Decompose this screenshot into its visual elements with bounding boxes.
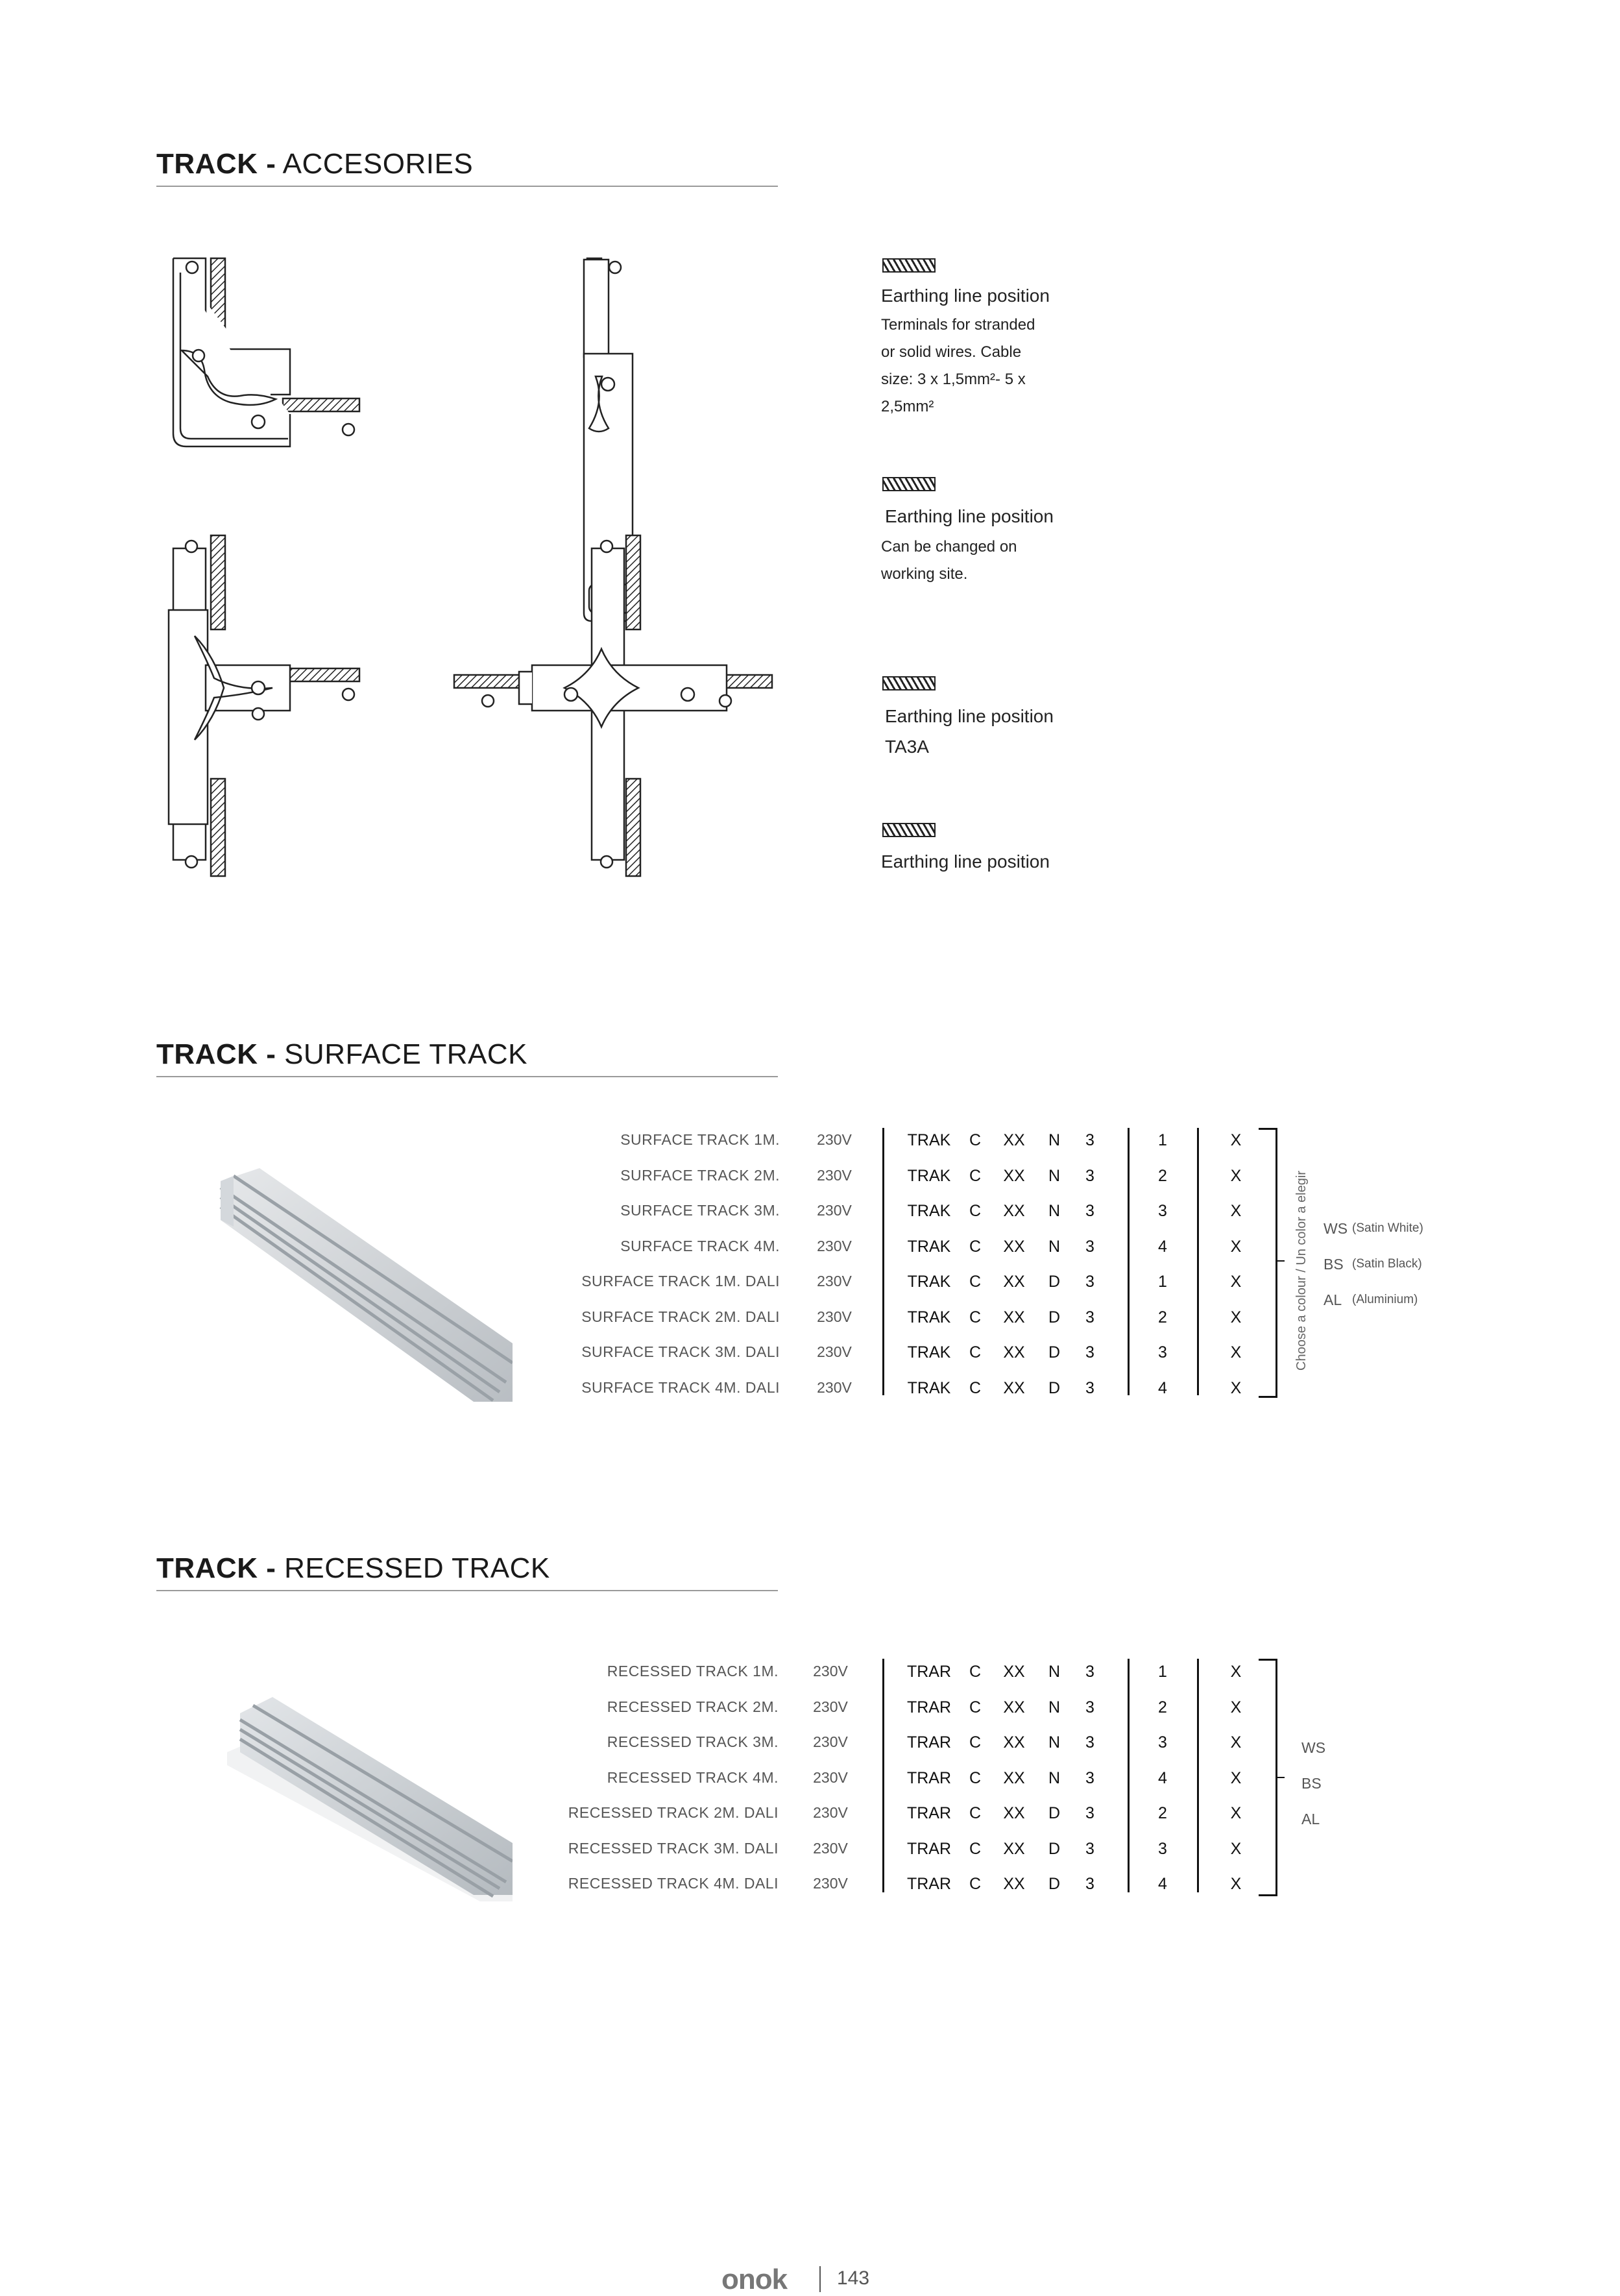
row-code-part: TRAR <box>906 1875 952 1893</box>
l-connector-drawing <box>173 258 359 446</box>
page-number: 143 <box>837 2267 870 2289</box>
row-voltage: 230V <box>817 1273 852 1289</box>
row-voltage: 230V <box>817 1202 852 1219</box>
row-code-part: TRAR <box>906 1804 952 1822</box>
brand-logo: onok <box>721 2264 788 2295</box>
row-name: RECESSED TRACK 3M. DALI <box>568 1839 779 1857</box>
row-length: 2 <box>1158 1166 1167 1185</box>
row-code-part: XX <box>1003 1237 1025 1256</box>
row-voltage: 230V <box>817 1131 852 1148</box>
row-color: X <box>1230 1378 1242 1397</box>
row-code-part: XX <box>1003 1804 1025 1822</box>
recessed-sep-3 <box>1197 1659 1199 1892</box>
row-length: 1 <box>1158 1131 1167 1149</box>
row-code-part: 3 <box>1085 1663 1094 1681</box>
row-name: RECESSED TRACK 1M. <box>607 1663 779 1679</box>
row-code-part: 3 <box>1085 1343 1094 1362</box>
row-code-part: XX <box>1003 1768 1025 1787</box>
row-color: X <box>1230 1166 1242 1185</box>
x-connector-drawing <box>454 535 772 876</box>
row-color: X <box>1230 1237 1242 1256</box>
row-code-part: 3 <box>1085 1273 1094 1291</box>
row-length: 4 <box>1158 1875 1167 1893</box>
row-code-part: XX <box>1003 1202 1025 1220</box>
surface-color-code-al: AL <box>1324 1291 1342 1308</box>
row-code-part: N <box>1048 1663 1061 1681</box>
row-code-part: XX <box>1003 1308 1025 1326</box>
row-length: 4 <box>1158 1237 1167 1256</box>
row-code-part: C <box>969 1839 982 1858</box>
t-connector-drawing <box>169 535 359 876</box>
row-code-part: 3 <box>1085 1202 1094 1220</box>
row-code-part: C <box>969 1875 982 1893</box>
row-code-part: XX <box>1003 1131 1025 1149</box>
row-code-part: C <box>969 1768 982 1787</box>
row-length: 4 <box>1158 1768 1167 1787</box>
row-name: SURFACE TRACK 2M. DALI <box>581 1308 780 1325</box>
surface-track-image <box>208 1168 513 1402</box>
recessed-color-bs: BS <box>1301 1775 1322 1792</box>
note-1-title: Earthing line position <box>881 286 1050 306</box>
row-code-part: C <box>969 1343 982 1362</box>
row-voltage: 230V <box>817 1343 852 1360</box>
row-voltage: 230V <box>813 1875 848 1892</box>
note-3-title: Earthing line position <box>885 706 1054 726</box>
row-code-part: C <box>969 1733 982 1752</box>
row-code-part: N <box>1048 1733 1061 1752</box>
row-code-part: D <box>1048 1273 1061 1291</box>
row-code-part: XX <box>1003 1166 1025 1185</box>
row-voltage: 230V <box>817 1237 852 1254</box>
surface-sep-3 <box>1197 1128 1199 1395</box>
row-name: SURFACE TRACK 4M. DALI <box>581 1378 780 1396</box>
row-code-part: N <box>1048 1202 1061 1220</box>
earthing-hatch-2-icon <box>882 477 936 491</box>
row-code-part: TRAK <box>907 1273 951 1291</box>
row-code-part: XX <box>1003 1343 1025 1362</box>
row-code-part: TRAK <box>907 1166 951 1185</box>
row-length: 4 <box>1158 1378 1167 1397</box>
surface-rule <box>156 1076 778 1077</box>
row-code-part: TRAR <box>906 1663 952 1681</box>
row-voltage: 230V <box>817 1378 852 1396</box>
row-code-part: C <box>969 1378 982 1397</box>
note-3-body: TA3A <box>885 737 929 757</box>
note-2-body: Can be changed on working site. <box>881 538 1017 583</box>
row-length: 1 <box>1158 1273 1167 1291</box>
row-code-part: C <box>969 1804 982 1822</box>
row-code-part: C <box>969 1663 982 1681</box>
row-code-part: TRAK <box>907 1343 951 1362</box>
row-name: SURFACE TRACK 3M. DALI <box>581 1343 780 1360</box>
row-code-part: D <box>1048 1875 1061 1893</box>
surface-color-name-bs: (Satin Black) <box>1352 1257 1422 1271</box>
note-1-body: Terminals for stranded or solid wires. Cable size: 3 x 1,5mm²- 5 x 2,5mm² <box>881 316 1035 415</box>
recessed-sep-2 <box>1128 1659 1130 1892</box>
surface-color-name-al: (Aluminium) <box>1352 1293 1418 1306</box>
row-color: X <box>1230 1875 1242 1893</box>
row-voltage: 230V <box>813 1768 848 1786</box>
row-name: RECESSED TRACK 2M. <box>607 1698 779 1715</box>
row-name: SURFACE TRACK 1M. DALI <box>581 1273 780 1289</box>
recessed-color-ws: WS <box>1301 1739 1326 1756</box>
row-length: 1 <box>1158 1663 1167 1681</box>
row-code-part: TRAK <box>907 1202 951 1220</box>
row-code-part: C <box>969 1166 982 1185</box>
row-code-part: TRAK <box>907 1378 951 1397</box>
row-code-part: 3 <box>1085 1698 1094 1716</box>
row-code-part: 3 <box>1085 1308 1094 1326</box>
row-voltage: 230V <box>813 1839 848 1857</box>
row-code-part: C <box>969 1273 982 1291</box>
row-code-part: XX <box>1003 1875 1025 1893</box>
row-code-part: TRAK <box>907 1308 951 1326</box>
row-code-part: D <box>1048 1378 1061 1397</box>
row-code-part: TRAR <box>906 1839 952 1858</box>
row-color: X <box>1230 1804 1242 1822</box>
row-code-part: XX <box>1003 1663 1025 1681</box>
row-color: X <box>1230 1733 1242 1752</box>
row-code-part: 3 <box>1085 1839 1094 1858</box>
row-code-part: C <box>969 1131 982 1149</box>
recessed-color-al: AL <box>1301 1811 1320 1827</box>
row-code-part: XX <box>1003 1378 1025 1397</box>
row-color: X <box>1230 1768 1242 1787</box>
row-code-part: C <box>969 1308 982 1326</box>
row-name: SURFACE TRACK 3M. <box>620 1202 780 1219</box>
row-code-part: N <box>1048 1698 1061 1716</box>
row-code-part: 3 <box>1085 1768 1094 1787</box>
row-voltage: 230V <box>817 1166 852 1184</box>
surface-sep-1 <box>882 1128 884 1395</box>
surface-brace-tick <box>1275 1260 1285 1262</box>
row-length: 3 <box>1158 1202 1167 1220</box>
earthing-hatch-1-icon <box>882 258 936 273</box>
row-code-part: XX <box>1003 1733 1025 1752</box>
row-code-part: TRAR <box>906 1733 952 1752</box>
row-length: 3 <box>1158 1343 1167 1362</box>
row-code-part: TRAR <box>906 1698 952 1716</box>
row-name: RECESSED TRACK 4M. DALI <box>568 1875 779 1892</box>
row-name: SURFACE TRACK 1M. <box>620 1131 780 1148</box>
note-2-title: Earthing line position <box>885 506 1054 526</box>
row-code-part: C <box>969 1698 982 1716</box>
row-code-part: C <box>969 1237 982 1256</box>
row-code-part: D <box>1048 1308 1061 1326</box>
note-4-title: Earthing line position <box>881 851 1050 872</box>
row-code-part: C <box>969 1202 982 1220</box>
row-color: X <box>1230 1131 1242 1149</box>
earthing-hatch-4-icon <box>882 823 936 837</box>
accessories-rule <box>156 186 778 187</box>
row-code-part: 3 <box>1085 1131 1094 1149</box>
row-color: X <box>1230 1202 1242 1220</box>
accessories-title: TRACK - ACCESORIES <box>156 148 474 180</box>
recessed-track-image <box>221 1694 513 1901</box>
row-length: 2 <box>1158 1804 1167 1822</box>
row-code-part: 3 <box>1085 1804 1094 1822</box>
row-code-part: 3 <box>1085 1378 1094 1397</box>
row-length: 2 <box>1158 1308 1167 1326</box>
surface-color-hint: Choose a colour / Un color a elegir <box>1294 1171 1309 1371</box>
row-code-part: N <box>1048 1237 1061 1256</box>
surface-color-name-ws: (Satin White) <box>1352 1221 1423 1235</box>
surface-color-code-bs: BS <box>1324 1256 1344 1273</box>
recessed-sep-1 <box>882 1659 884 1892</box>
recessed-title: TRACK - RECESSED TRACK <box>156 1552 550 1584</box>
row-voltage: 230V <box>813 1663 848 1679</box>
surface-title: TRACK - SURFACE TRACK <box>156 1038 527 1070</box>
connector-drawings <box>156 247 779 883</box>
row-code-part: D <box>1048 1343 1061 1362</box>
surface-sep-2 <box>1128 1128 1130 1395</box>
row-code-part: TRAK <box>907 1131 951 1149</box>
row-color: X <box>1230 1663 1242 1681</box>
row-code-part: TRAK <box>907 1237 951 1256</box>
recessed-brace-tick <box>1275 1777 1285 1778</box>
footer-separator <box>819 2266 821 2292</box>
surface-color-code-ws: WS <box>1324 1220 1348 1237</box>
row-voltage: 230V <box>813 1698 848 1715</box>
row-code-part: XX <box>1003 1698 1025 1716</box>
row-length: 2 <box>1158 1698 1167 1716</box>
row-code-part: N <box>1048 1768 1061 1787</box>
row-length: 3 <box>1158 1733 1167 1752</box>
row-name: RECESSED TRACK 2M. DALI <box>568 1804 779 1821</box>
row-code-part: 3 <box>1085 1166 1094 1185</box>
row-color: X <box>1230 1273 1242 1291</box>
row-name: SURFACE TRACK 2M. <box>620 1166 780 1184</box>
row-code-part: XX <box>1003 1839 1025 1858</box>
row-color: X <box>1230 1343 1242 1362</box>
row-color: X <box>1230 1308 1242 1326</box>
row-name: RECESSED TRACK 3M. <box>607 1733 779 1750</box>
row-code-part: TRAR <box>906 1768 952 1787</box>
row-name: SURFACE TRACK 4M. <box>620 1237 780 1254</box>
row-color: X <box>1230 1839 1242 1858</box>
row-code-part: N <box>1048 1166 1061 1185</box>
row-voltage: 230V <box>813 1804 848 1821</box>
row-code-part: 3 <box>1085 1875 1094 1893</box>
row-voltage: 230V <box>813 1733 848 1750</box>
row-code-part: D <box>1048 1839 1061 1858</box>
row-code-part: 3 <box>1085 1733 1094 1752</box>
row-code-part: N <box>1048 1131 1061 1149</box>
recessed-rule <box>156 1590 778 1591</box>
row-color: X <box>1230 1698 1242 1716</box>
row-voltage: 230V <box>817 1308 852 1325</box>
row-code-part: XX <box>1003 1273 1025 1291</box>
row-length: 3 <box>1158 1839 1167 1858</box>
row-code-part: 3 <box>1085 1237 1094 1256</box>
row-code-part: D <box>1048 1804 1061 1822</box>
earthing-hatch-3-icon <box>882 676 936 690</box>
row-name: RECESSED TRACK 4M. <box>607 1768 779 1786</box>
